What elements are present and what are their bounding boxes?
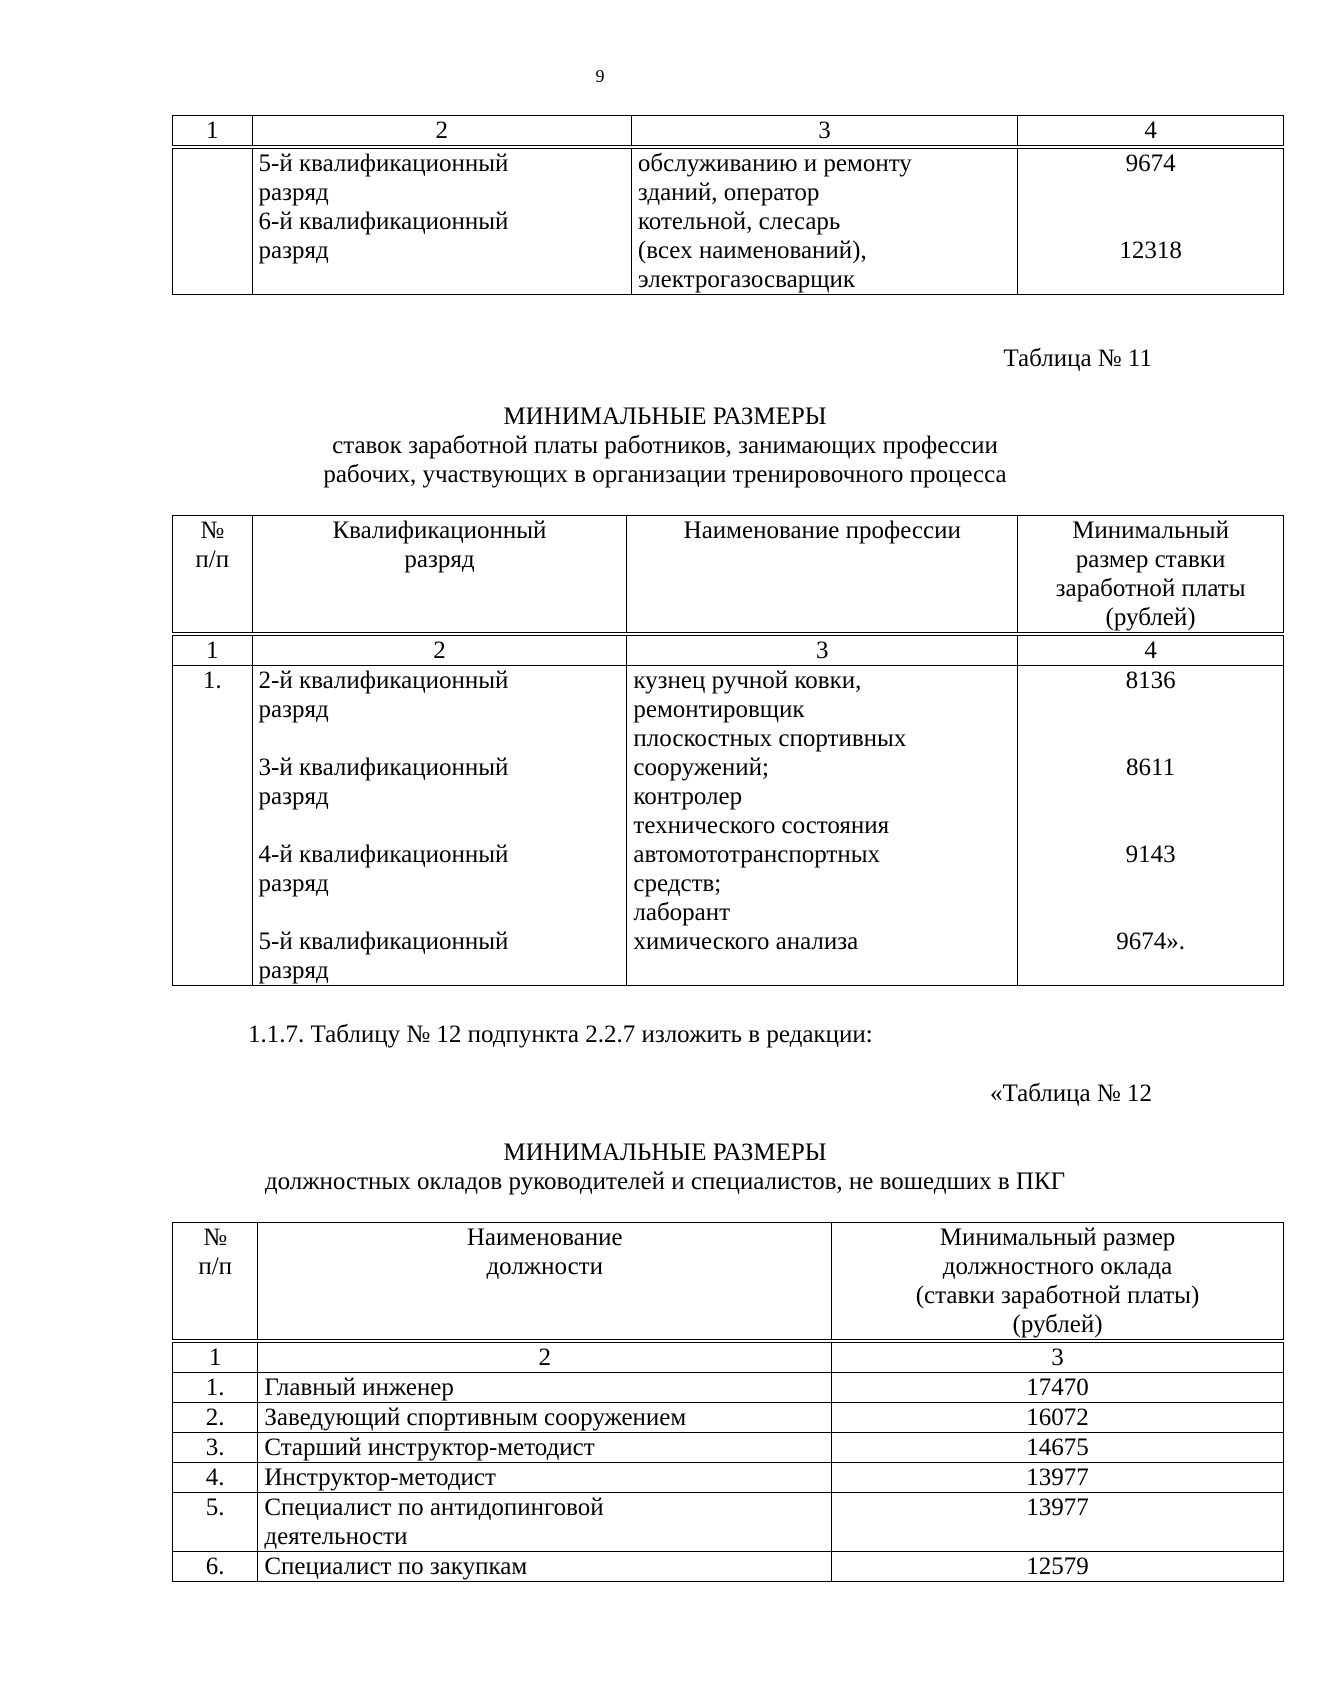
position-name — [258, 1493, 832, 1552]
value-cell — [1018, 666, 1284, 986]
profession-text: автомототранспортных — [633, 841, 880, 868]
header-text: (ставки заработной платы) — [915, 1282, 1200, 1309]
row-number: 1. — [173, 1373, 258, 1403]
grade-text: разряд — [258, 179, 329, 206]
table-12-subtitle: должностных окладов руководителей и специалистов, не вошедших в ПКГ — [264, 1168, 1066, 1195]
position-name: Старший инструктор-методист — [258, 1433, 832, 1463]
salary-value: 9143 — [1125, 841, 1176, 868]
row-number: 2. — [173, 1403, 258, 1433]
table-row — [173, 1493, 1284, 1552]
table-12-label: «Таблица № 12 — [989, 1080, 1152, 1107]
header-text: Наименование — [466, 1224, 623, 1251]
profession-text: плоскостных спортивных — [633, 725, 907, 752]
salary-value: 13977 — [832, 1463, 1284, 1493]
grade-text: 5-й квалификационный — [258, 150, 509, 177]
salary-value: 12579 — [832, 1552, 1284, 1582]
grade-text: 4-й квалификационный — [258, 841, 509, 868]
header-text: разряд — [404, 546, 475, 573]
profession-text: технического состояния — [633, 812, 890, 839]
row-number: 3. — [173, 1433, 258, 1463]
table-row — [173, 1373, 1284, 1403]
profession-text: средств; — [633, 870, 722, 897]
grade-text: разряд — [258, 957, 329, 984]
salary-value: 8136 — [1125, 667, 1176, 694]
profession-text: электрогазосварщик — [637, 266, 855, 293]
position-name: Инструктор-методист — [258, 1463, 832, 1493]
grade-text: разряд — [258, 870, 329, 897]
header-text: Минимальный размер — [939, 1224, 1176, 1251]
header-salary — [1018, 516, 1284, 635]
header-text: должностного оклада — [942, 1253, 1173, 1280]
table-row — [173, 1463, 1284, 1493]
col-number: 2 — [258, 1341, 832, 1373]
column-number-row — [173, 634, 1284, 666]
salary-value: 8611 — [1126, 754, 1176, 781]
salary-value: 17470 — [832, 1373, 1284, 1403]
table-row — [173, 666, 1284, 986]
paragraph-text: 1.1.7. Таблицу № 12 подпункта 2.2.7 изложить в редакции: — [248, 1021, 873, 1048]
salary-value: 13977 — [832, 1493, 1284, 1552]
grade-text: 5-й квалификационный — [258, 928, 509, 955]
header-grade — [252, 516, 627, 635]
header-text: Минимальный — [1072, 517, 1229, 544]
table-12 — [172, 1222, 1284, 1582]
header-text: (рублей) — [1105, 604, 1196, 631]
profession-text: обслуживанию и ремонту — [637, 150, 912, 177]
row-number: 5. — [173, 1493, 258, 1552]
header-num — [173, 1223, 258, 1342]
col-number: 4 — [1018, 116, 1284, 148]
profession-text: сооружений; — [633, 754, 769, 781]
row-number: 1. — [173, 666, 253, 986]
col-number: 4 — [1018, 634, 1284, 666]
profession-text: ремонтировщик — [633, 696, 805, 723]
grade-text: 6-й квалификационный — [258, 208, 509, 235]
col-number: 3 — [832, 1341, 1284, 1373]
row-number: 4. — [173, 1463, 258, 1493]
header-text: размер ставки — [1075, 546, 1226, 573]
header-salary — [832, 1223, 1284, 1342]
table-row — [173, 1433, 1284, 1463]
grade-cell — [252, 666, 627, 986]
grade-text: 3-й квалификационный — [258, 754, 509, 781]
profession-text: лаборант — [633, 899, 731, 926]
table-11-subtitle: ставок заработной платы работников, занимающих профессии — [332, 432, 998, 459]
profession-cell — [627, 666, 1018, 986]
profession-text: (всех наименований), — [637, 237, 867, 264]
position-name: Специалист по закупкам — [258, 1552, 832, 1582]
grade-text: 2-й квалификационный — [258, 667, 509, 694]
profession-cell — [631, 147, 1017, 295]
col-number: 3 — [627, 634, 1018, 666]
salary-value: 14675 — [832, 1433, 1284, 1463]
salary-value: 16072 — [832, 1403, 1284, 1433]
header-text: п/п — [198, 1253, 233, 1280]
salary-value: 9674 — [1125, 150, 1176, 177]
header-row — [173, 516, 1284, 635]
header-position — [258, 1223, 832, 1342]
position-name: Главный инженер — [258, 1373, 832, 1403]
page-number: 9 — [595, 66, 605, 86]
header-text: п/п — [195, 546, 230, 573]
header-text: № — [203, 1224, 228, 1251]
col-number: 3 — [631, 116, 1017, 148]
position-name: Заведующий спортивным сооружением — [258, 1403, 832, 1433]
header-text: Наименование профессии — [683, 517, 961, 544]
value-cell — [1018, 147, 1284, 295]
grade-text: разряд — [258, 783, 329, 810]
grade-cell — [252, 147, 631, 295]
header-text: № — [200, 517, 225, 544]
header-num — [173, 516, 253, 635]
salary-value: 12318 — [1119, 237, 1182, 264]
table-12-title: МИНИМАЛЬНЫЕ РАЗМЕРЫ — [503, 1139, 827, 1166]
column-number-row — [173, 1341, 1284, 1373]
position-name-line: деятельности — [264, 1523, 408, 1550]
continuation-table — [172, 115, 1284, 295]
column-number-row — [173, 116, 1284, 148]
profession-text: котельной, слесарь — [637, 208, 841, 235]
header-text: (рублей) — [1012, 1311, 1103, 1338]
table-row — [173, 1552, 1284, 1582]
profession-text: контролер — [633, 783, 743, 810]
header-profession — [627, 516, 1018, 635]
table-11-label: Таблица № 11 — [1003, 345, 1152, 372]
header-text: должности — [486, 1253, 603, 1280]
table-11-subtitle: рабочих, участвующих в организации тренировочного процесса — [323, 461, 1007, 488]
profession-text: химического анализа — [633, 928, 859, 955]
profession-text: кузнец ручной ковки, — [633, 667, 862, 694]
grade-text: разряд — [258, 237, 329, 264]
table-row — [173, 147, 1284, 295]
table-11-title: МИНИМАЛЬНЫЕ РАЗМЕРЫ — [503, 403, 827, 430]
header-text: Квалификационный — [332, 517, 547, 544]
col-number: 1 — [173, 1341, 258, 1373]
table-row — [173, 1403, 1284, 1433]
row-number: 6. — [173, 1552, 258, 1582]
salary-value: 9674». — [1116, 928, 1185, 955]
col-number: 2 — [252, 116, 631, 148]
header-row — [173, 1223, 1284, 1342]
header-text: заработной платы — [1055, 575, 1246, 602]
col-number: 1 — [173, 116, 253, 148]
col-number: 2 — [252, 634, 627, 666]
table-11 — [172, 515, 1284, 986]
position-name-line: Специалист по антидопинговой — [264, 1494, 604, 1521]
col-number: 1 — [173, 634, 253, 666]
grade-text: разряд — [258, 696, 329, 723]
profession-text: зданий, оператор — [637, 179, 820, 206]
